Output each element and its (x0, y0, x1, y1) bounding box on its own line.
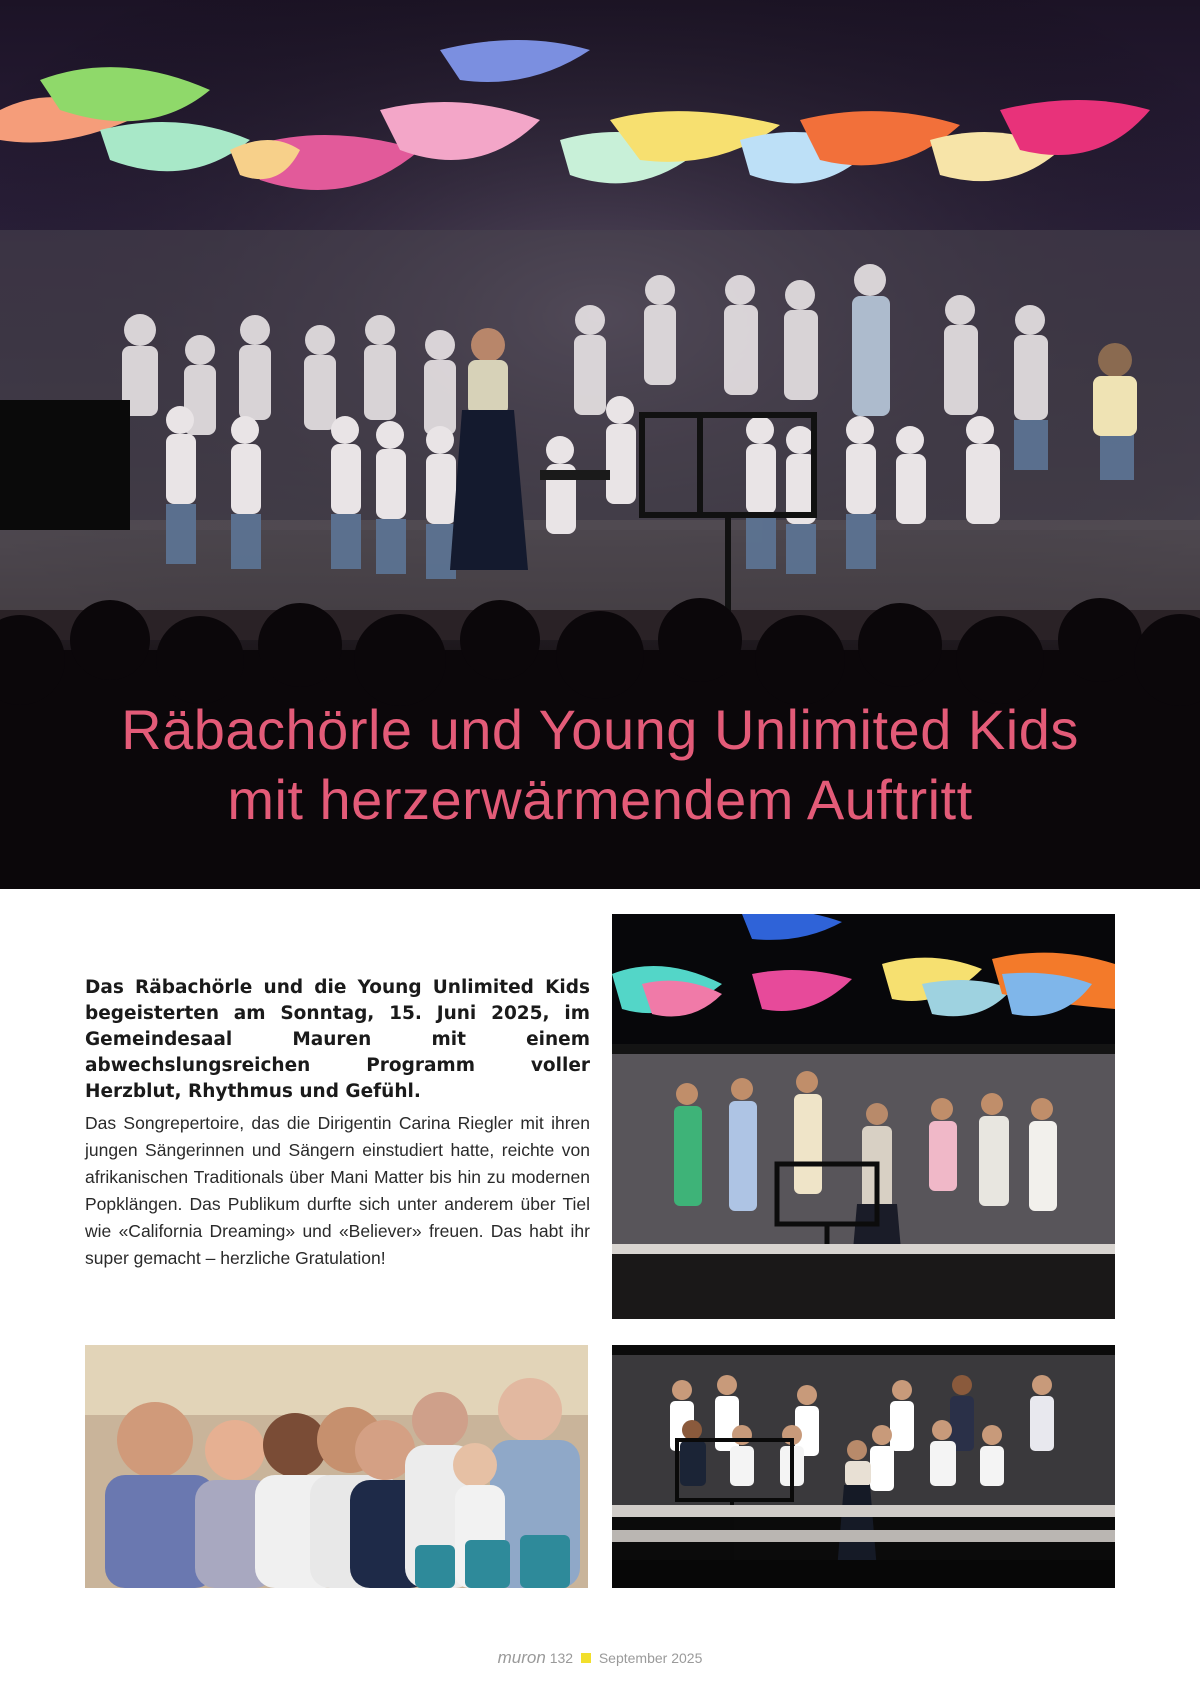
title-line-1: Räbachörle und Young Unlimited Kids (121, 698, 1079, 761)
lead-paragraph: Das Räbachörle und die Young Unlimited Kids begeisterten am Sonntag, 15. Juni 2025, im Gemeindesaal Mauren mit einem abwechslungsreichen Programm voller Herzblut, Rhythmus und Gefühl. (85, 977, 590, 1102)
photo-older-singers (612, 914, 1115, 1319)
magazine-name: muron (497, 1648, 546, 1667)
issue-number: 132 (549, 1650, 574, 1666)
footer-square-icon (581, 1653, 591, 1663)
title-line-2: mit herzerwärmendem Auftritt (227, 768, 973, 831)
photo-audience (85, 1345, 588, 1588)
issue-date: September 2025 (598, 1650, 703, 1666)
page-footer (0, 1648, 1200, 1668)
article-title (0, 695, 1200, 835)
photo-choir-conductor (612, 1345, 1115, 1588)
body-paragraph: Das Songrepertoire, das die Dirigentin Carina Riegler mit ihren jungen Sängerinnen und Sängern einstudiert hatte, reichte von afrikanischen Traditionals über Mani Matter bis hin zu modernen Popklängen. Das Publikum durfte sich unter anderem über Tiel wie «California Dreaming» und «Believer» freuen. Das habt ihr super gemacht – herzliche Gratulation! (85, 1113, 590, 1268)
